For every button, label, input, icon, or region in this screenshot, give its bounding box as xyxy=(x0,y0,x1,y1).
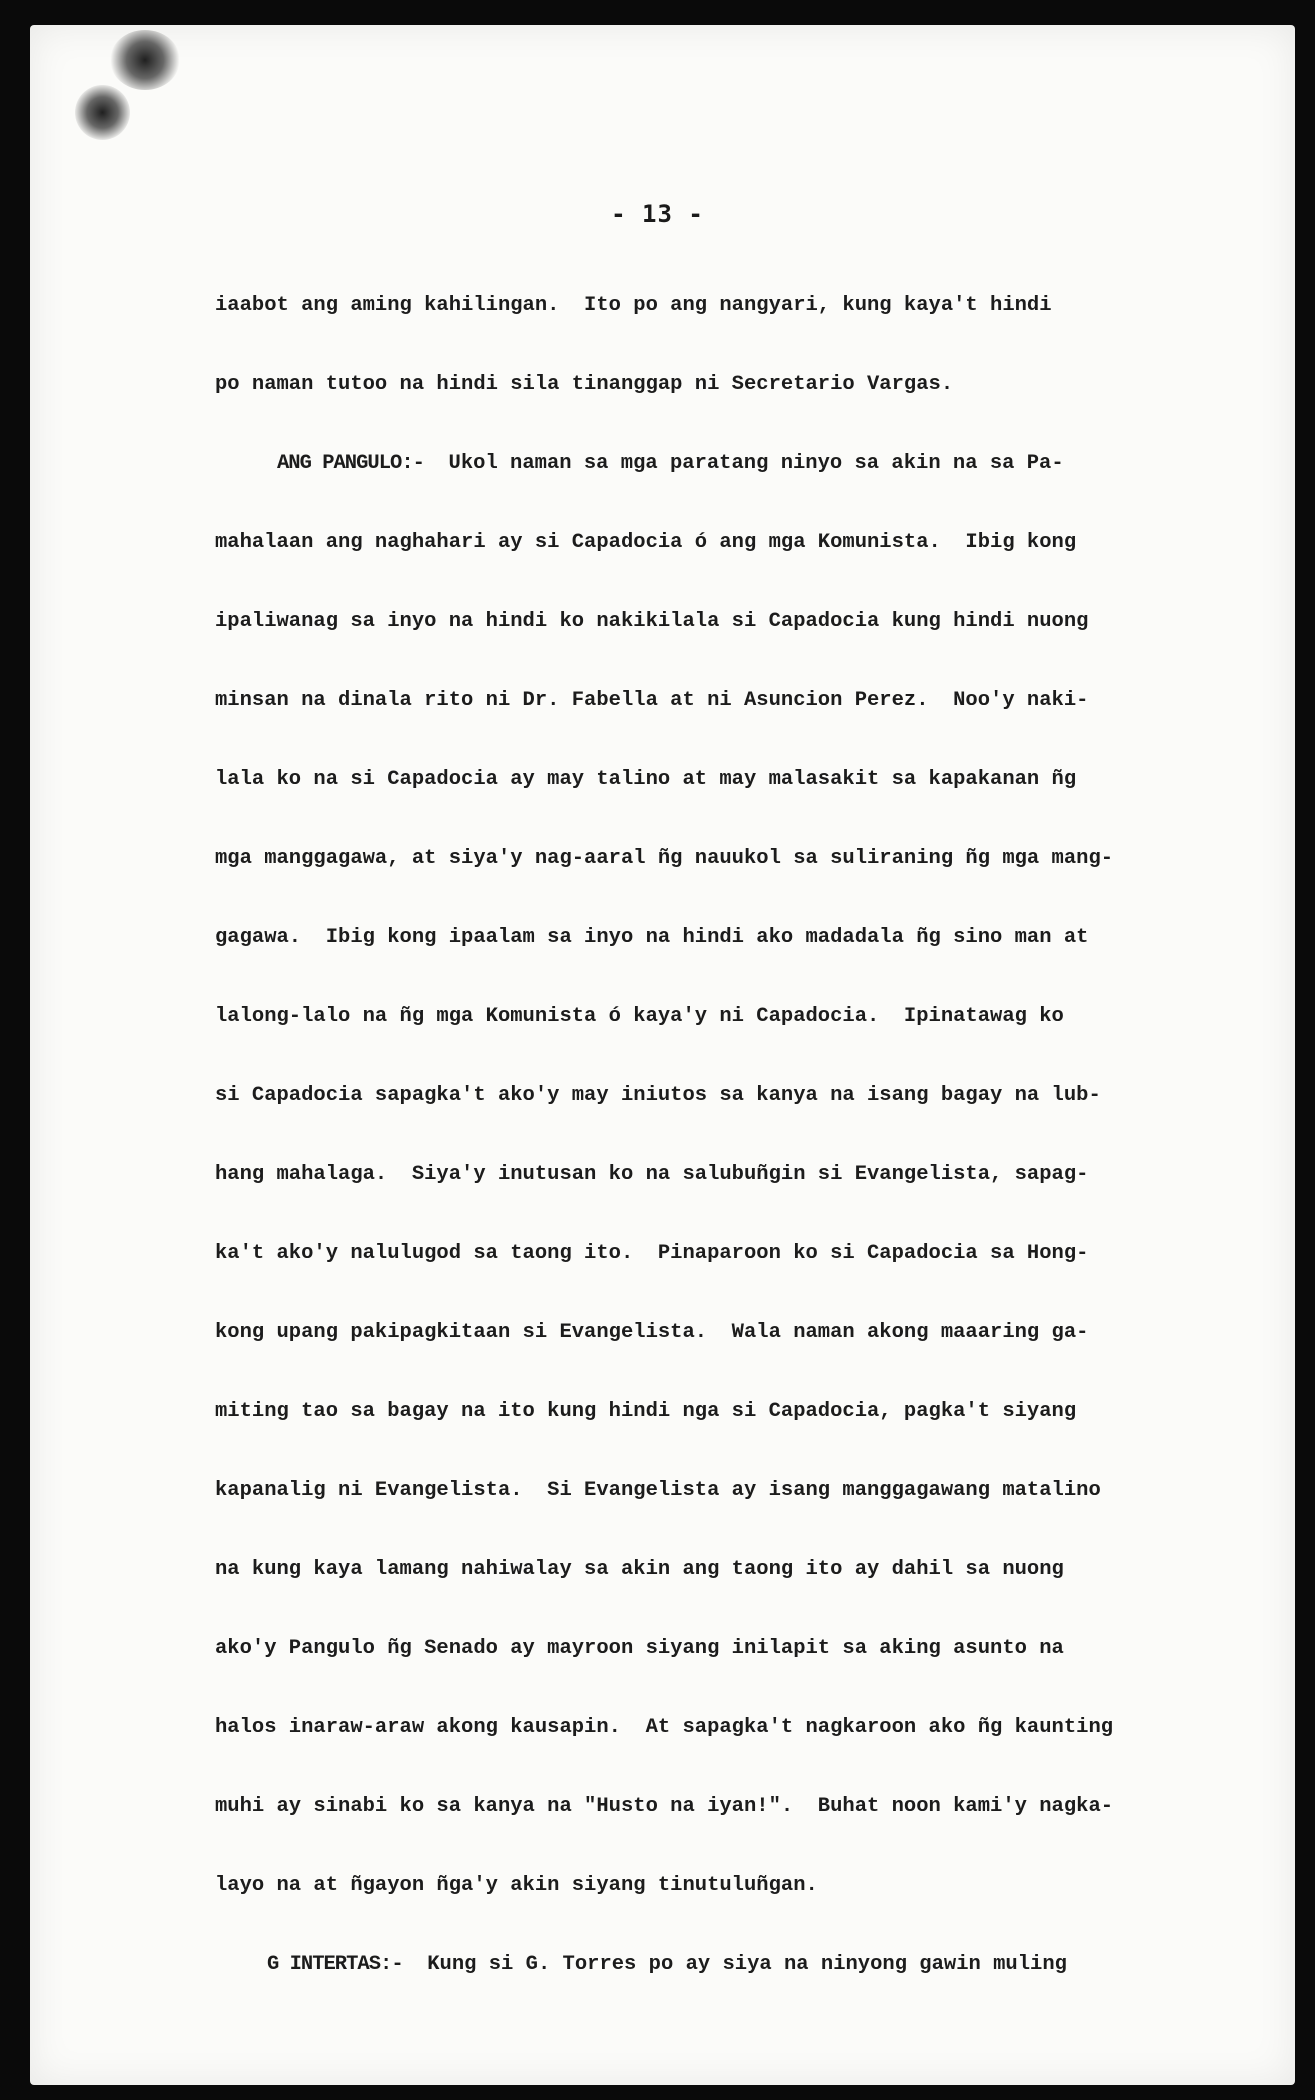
line-text: gagawa. Ibig kong ipaalam sa inyo na hindi ako madadala ñg sino man at xyxy=(215,926,1089,949)
line-text: kong upang pakipagkitaan si Evangelista. Wala naman akong maaaring ga- xyxy=(215,1321,1089,1344)
text-line xyxy=(215,1392,1215,1471)
ink-smudge xyxy=(75,85,130,140)
line-text: kapanalig ni Evangelista. Si Evangelista ay isang manggagawang matalino xyxy=(215,1479,1101,1502)
text-line xyxy=(215,1313,1215,1392)
text-line xyxy=(215,1629,1215,1708)
text-line xyxy=(215,1866,1215,1945)
line-text: lala ko na si Capadocia ay may talino at may malasakit sa kapakanan ñg xyxy=(215,768,1077,791)
line-text: ka't ako'y nalulugod sa taong ito. Pinaparoon ko si Capadocia sa Hong- xyxy=(215,1242,1089,1265)
text-line xyxy=(215,286,1215,365)
speaker-label: G INTERTAS:- xyxy=(267,1953,403,1976)
text-line xyxy=(215,602,1215,681)
line-text: layo na at ñgayon ñga'y akin siyang tinutuluñgan. xyxy=(215,1874,818,1897)
line-text: hang mahalaga. Siya'y inutusan ko na salubuñgin si Evangelista, sapag- xyxy=(215,1163,1089,1186)
text-line xyxy=(215,681,1215,760)
line-text: ipaliwanag sa inyo na hindi ko nakikilala si Capadocia kung hindi nuong xyxy=(215,610,1089,633)
line-text: halos inaraw-araw akong kausapin. At sapagka't nagkaroon ako ñg kaunting xyxy=(215,1716,1114,1739)
text-line xyxy=(215,918,1215,997)
text-line xyxy=(215,1234,1215,1313)
line-text: mahalaan ang naghahari ay si Capadocia ó ang mga Komunista. Ibig kong xyxy=(215,531,1077,554)
line-text: na kung kaya lamang nahiwalay sa akin ang taong ito ay dahil sa nuong xyxy=(215,1558,1064,1581)
line-text: iaabot ang aming kahilingan. Ito po ang nangyari, kung kaya't hindi xyxy=(215,294,1052,317)
line-text: po naman tutoo na hindi sila tinanggap ni Secretario Vargas. xyxy=(215,373,954,396)
text-line xyxy=(215,523,1215,602)
text-line xyxy=(215,760,1215,839)
speaker-label: ANG PANGULO:- xyxy=(277,452,424,475)
text-line xyxy=(215,997,1215,1076)
text-line xyxy=(215,1076,1215,1155)
text-line xyxy=(215,1155,1215,1234)
text-line xyxy=(215,365,1215,444)
page-number: - 13 - xyxy=(611,200,704,228)
line-text: ako'y Pangulo ñg Senado ay mayroon siyang inilapit sa aking asunto na xyxy=(215,1637,1064,1660)
line-text: mga manggagawa, at siya'y nag-aaral ñg nauukol sa suliraning ñg mga mang- xyxy=(215,847,1114,870)
line-text: lalong-lalo na ñg mga Komunista ó kaya'y ni Capadocia. Ipinatawag ko xyxy=(215,1005,1064,1028)
line-text: minsan na dinala rito ni Dr. Fabella at ni Asuncion Perez. Noo'y naki- xyxy=(215,689,1089,712)
text-line xyxy=(215,1550,1215,1629)
transcript-body xyxy=(215,286,1215,2024)
line-text: si Capadocia sapagka't ako'y may iniutos sa kanya na isang bagay na lub- xyxy=(215,1084,1101,1107)
text-line xyxy=(215,1471,1215,1550)
text-line xyxy=(215,444,1215,523)
text-line xyxy=(215,1945,1215,2024)
ink-smudge xyxy=(110,30,180,90)
text-line xyxy=(215,1787,1215,1866)
line-text: Ukol naman sa mga paratang ninyo sa akin na sa Pa- xyxy=(423,452,1064,475)
text-line xyxy=(215,839,1215,918)
line-text: miting tao sa bagay na ito kung hindi nga si Capadocia, pagka't siyang xyxy=(215,1400,1077,1423)
line-text: muhi ay sinabi ko sa kanya na "Husto na iyan!". Buhat noon kami'y nagka- xyxy=(215,1795,1114,1818)
line-text: Kung si G. Torres po ay siya na ninyong gawin muling xyxy=(402,1953,1067,1976)
text-line xyxy=(215,1708,1215,1787)
